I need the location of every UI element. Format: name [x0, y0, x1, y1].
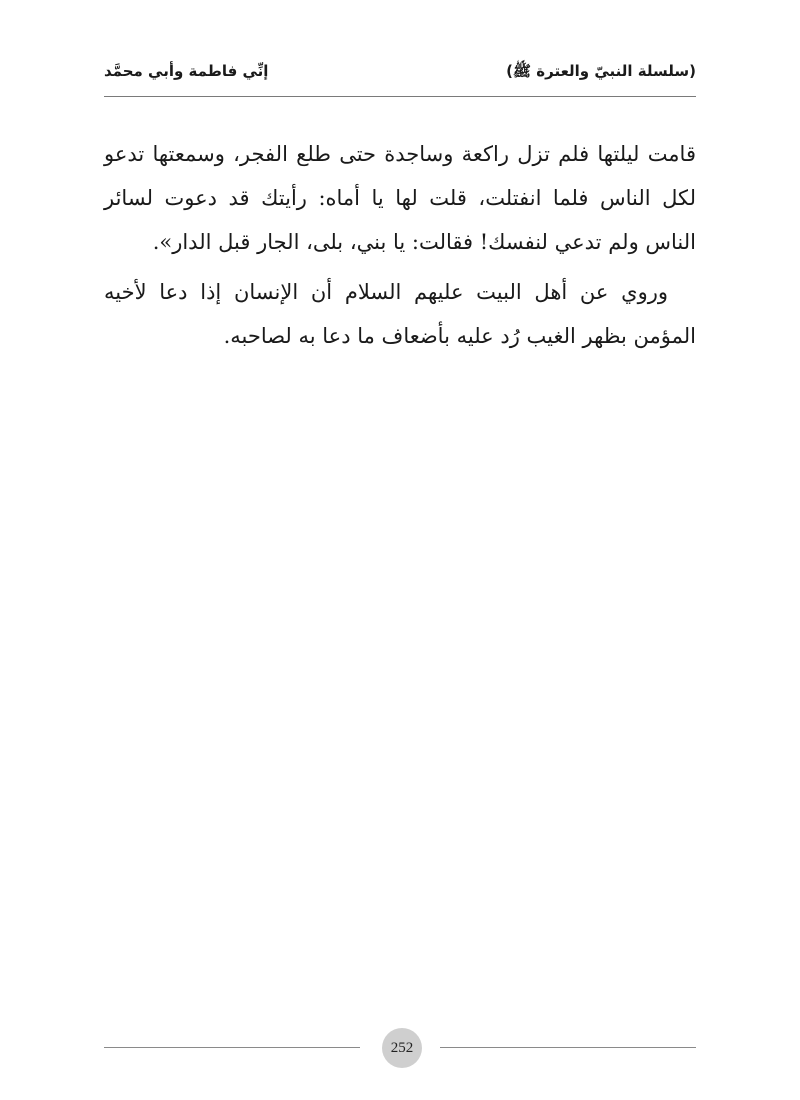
page-footer — [104, 1028, 696, 1068]
book-title: إنِّي فاطمة وأبي محمَّد — [104, 62, 269, 80]
footer-divider-right — [440, 1047, 696, 1048]
header-divider — [104, 96, 696, 97]
page-header — [104, 56, 696, 92]
body-paragraph: وروي عن أهل البيت عليهم السلام أن الإنسان إذا دعا لأخيه المؤمن بظهر الغيب رُد عليه بأضعاف ما دعا به لصاحبه. — [104, 280, 696, 348]
series-title: (سلسلة النبيّ والعترة ﷺ) — [506, 62, 696, 80]
page-body — [104, 132, 696, 364]
body-paragraph: قامت ليلتها فلم تزل راكعة وساجدة حتى طلع الفجر، وسمعتها تدعو لكل الناس فلما انفتلت، قلت لها يا أماه: رأيتك قد دعوت لسائر الناس ولم تدعي لنفسك! فقالت: يا بني، بلى، الجار قبل الدار». — [104, 142, 696, 254]
page-number: 252 — [382, 1028, 422, 1068]
footer-divider-left — [104, 1047, 360, 1048]
